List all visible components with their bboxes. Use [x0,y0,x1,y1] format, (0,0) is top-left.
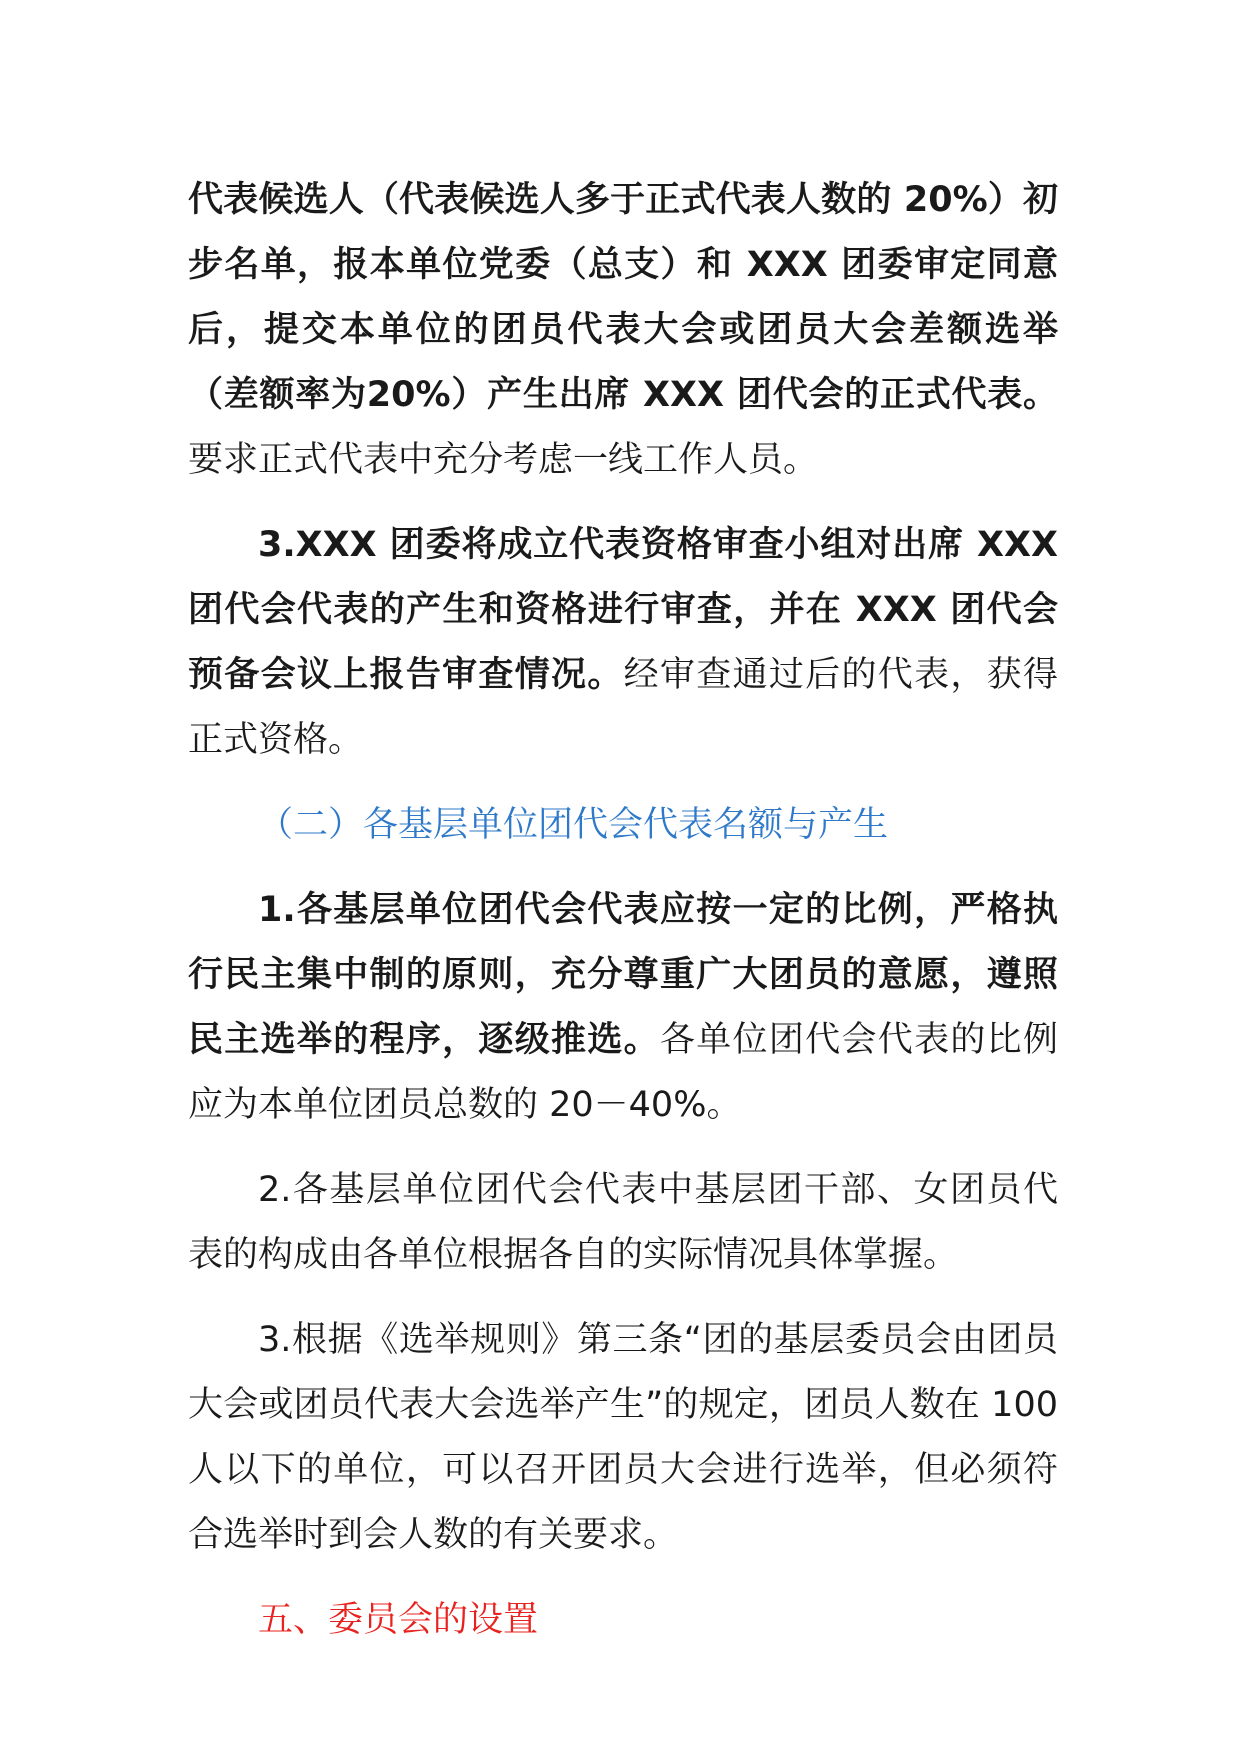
document-page [188,168,1058,1653]
paragraph-quota-ratio [188,878,1058,1138]
section-heading-quota: （二）各基层单位团代会代表名额与产生 [258,805,889,845]
paragraph-qualification-review [188,513,1058,773]
paragraph-candidates-bold: 代表候选人（代表候选人多于正式代表人数的 20%）初步名单，报本单位党委（总支）和 XXX 团委审定同意后，提交本单位的团员代表大会或团员大会差额选举（差额率为20%）产生出席 XXX 团代会的正式代表。 [188,180,1058,415]
paragraph-composition: 2.各基层单位团代会代表中基层团干部、女团员代表的构成由各单位根据各自的实际情况具体掌握。 [188,1170,1058,1275]
paragraph-election-rules: 3.根据《选举规则》第三条“团的基层委员会由团员大会或团员代表大会选举产生”的规定，团员人数在 100 人以下的单位，可以召开团员大会进行选举，但必须符合选举时到会人数的有关要求。 [188,1320,1058,1555]
section-heading-committee: 五、委员会的设置 [258,1600,539,1640]
paragraph-quota-ratio-normal: 各单位团代会代表的比例应为本单位团员总数的 20－40%。 [188,1020,1058,1125]
paragraph-candidates-normal: 要求正式代表中充分考虑一线工作人员。 [188,440,819,480]
paragraph-quota-ratio-bold: 1.各基层单位团代会代表应按一定的比例，严格执行民主集中制的原则，充分尊重广大团员的意愿，遵照民主选举的程序，逐级推选。 [188,890,1058,1060]
paragraph-qualification-review-normal: 经审查通过后的代表，获得正式资格。 [188,655,1058,760]
paragraph-candidates [188,168,1058,493]
paragraph-qualification-review-bold: 3.XXX 团委将成立代表资格审查小组对出席 XXX 团代会代表的产生和资格进行审查，并在 XXX 团代会预备会议上报告审查情况。 [188,525,1058,695]
